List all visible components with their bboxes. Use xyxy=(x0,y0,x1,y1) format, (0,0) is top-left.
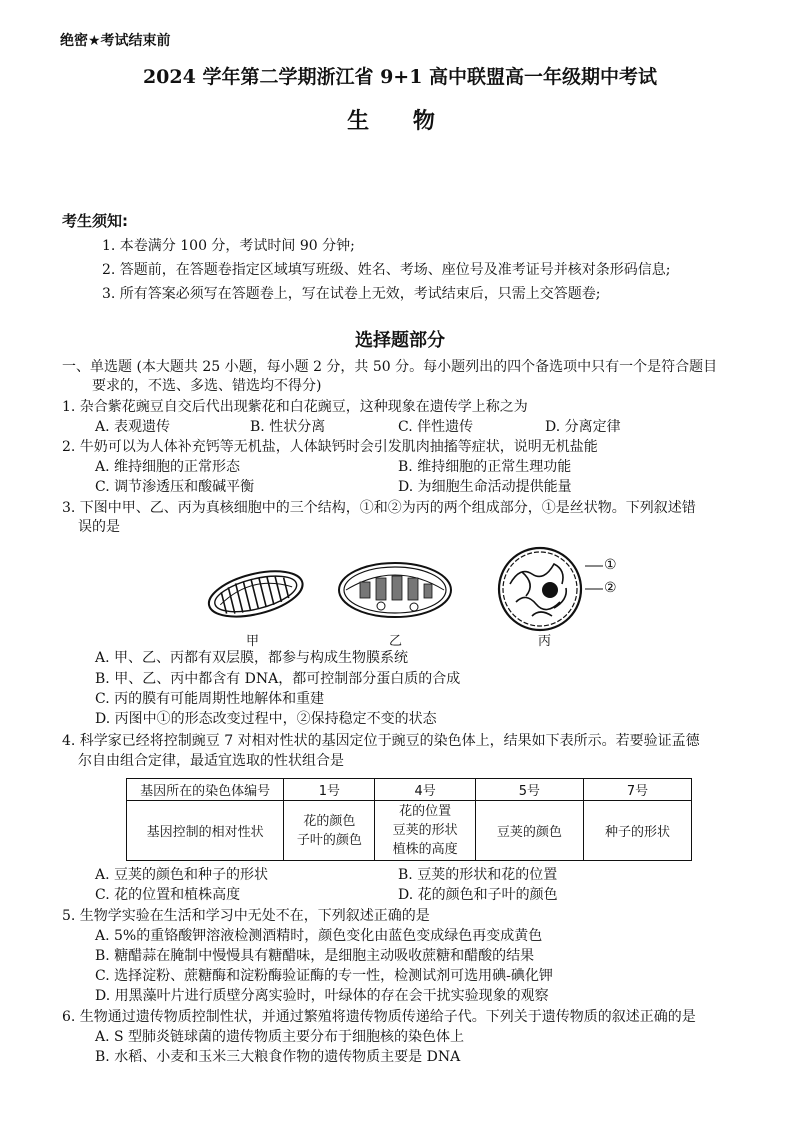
q3-option-c: C. 丙的膜有可能周期性地解体和重建 xyxy=(95,691,325,707)
question-1-stem: 1. 杂合紫花豌豆自交后代出现紫花和白花豌豆，这种现象在遗传学上称之为 xyxy=(62,399,528,415)
q5-option-a: A. 5%的重铬酸钾溶液检测酒精时，颜色变化由蓝色变成绿色再变成黄色 xyxy=(95,928,543,944)
exam-title: 2024 学年第二学期浙江省 9+1 高中联盟高一年级期中考试 xyxy=(142,66,658,88)
q6-option-b: B. 水稻、小麦和玉米三大粮食作物的遗传物质主要是 DNA xyxy=(95,1049,461,1065)
trait-text: 豆荚的形状 xyxy=(392,823,458,838)
part-one-heading: 一、单选题 (本大题共 25 小题，每小题 2 分，共 50 分。每小题列出的四个备选项中只有一个是符合题目 xyxy=(62,359,718,375)
q3-option-d: D. 丙图中①的形态改变过程中，②保持稳定不变的状态 xyxy=(95,711,437,727)
question-2-stem: 2. 牛奶可以为人体补充钙等无机盐，人体缺钙时会引发肌肉抽搐等症状，说明无机盐能 xyxy=(62,439,598,455)
table-cell-chr5: 豆荚的颜色 xyxy=(475,801,583,861)
table-header-cell: 4号 xyxy=(375,779,475,801)
q6-option-a: A. S 型肺炎链球菌的遗传物质主要分布于细胞核的染色体上 xyxy=(95,1029,465,1045)
q3-option-b: B. 甲、乙、丙中都含有 DNA，都可控制部分蛋白质的合成 xyxy=(95,671,461,687)
q4-option-a: A. 豆荚的颜色和种子的形状 xyxy=(95,867,269,883)
q1-option-b: B. 性状分离 xyxy=(250,419,326,435)
q1-option-c: C. 伴性遗传 xyxy=(398,419,474,435)
chloroplast-figure xyxy=(336,552,454,622)
table-cell-chr1 xyxy=(284,801,375,861)
marker-nucleolus: ② xyxy=(604,580,617,596)
table-cell-chr4 xyxy=(375,801,475,861)
q2-option-a: A. 维持细胞的正常形态 xyxy=(95,459,241,475)
table-header-cell: 7号 xyxy=(583,779,691,801)
gene-table xyxy=(126,778,692,861)
question-5-stem: 5. 生物学实验在生活和学习中无处不在，下列叙述正确的是 xyxy=(62,908,430,924)
q5-option-d: D. 用黑藻叶片进行质壁分离实验时，叶绿体的存在会干扰实验现象的观察 xyxy=(95,988,549,1004)
trait-text: 花的位置 xyxy=(399,804,452,819)
mitochondrion-figure xyxy=(200,556,310,626)
table-row-label: 基因控制的相对性状 xyxy=(127,801,284,861)
trait-text: 子叶的颜色 xyxy=(296,832,362,848)
table-header-cell: 5号 xyxy=(475,779,583,801)
notice-item: 3. 所有答案必须写在答题卷上，写在试卷上无效，考试结束后，只需上交答题卷; xyxy=(102,286,601,302)
figure-label-yi: 乙 xyxy=(389,634,403,649)
q5-option-c: C. 选择淀粉、蔗糖酶和淀粉酶验证酶的专一性，检测试剂可选用碘-碘化钾 xyxy=(95,968,553,984)
figure-label-bing: 丙 xyxy=(538,634,552,649)
section-title: 选择题部分 xyxy=(355,330,445,351)
question-3-stem-cont: 误的是 xyxy=(78,519,120,535)
q3-option-a: A. 甲、乙、丙都有双层膜，都参与构成生物膜系统 xyxy=(95,650,409,666)
table-cell-chr7: 种子的形状 xyxy=(583,801,691,861)
trait-text: 植株的高度 xyxy=(392,842,458,857)
trait-text: 花的颜色 xyxy=(303,813,356,829)
secret-label: 绝密★考试结束前 xyxy=(60,33,171,49)
q4-option-b: B. 豆荚的形状和花的位置 xyxy=(398,867,558,883)
notice-item: 2. 答题前，在答题卷指定区域填写班级、姓名、考场、座位号及准考证号并核对条形码信息; xyxy=(102,262,671,278)
subject-title: 生 物 xyxy=(347,108,453,134)
q1-option-d: D. 分离定律 xyxy=(545,419,621,435)
question-4-stem: 4. 科学家已经将控制豌豆 7 对相对性状的基因定位于豌豆的染色体上，结果如下表所示。若要验证孟德 xyxy=(62,733,700,749)
q2-option-c: C. 调节渗透压和酸碱平衡 xyxy=(95,479,255,495)
q2-option-b: B. 维持细胞的正常生理功能 xyxy=(398,459,572,475)
question-4-stem-cont: 尔自由组合定律，最适宜选取的性状组合是 xyxy=(78,753,344,769)
table-header-cell: 基因所在的染色体编号 xyxy=(127,779,284,801)
notice-heading: 考生须知: xyxy=(62,212,128,230)
marker-chromatin: ① xyxy=(604,557,617,573)
part-one-heading-cont: 要求的，不选、多选、错选均不得分) xyxy=(92,378,322,394)
q5-option-b: B. 糖醋蒜在腌制中慢慢具有糖醋味，是细胞主动吸收蔗糖和醋酸的结果 xyxy=(95,948,535,964)
table-header-cell: 1号 xyxy=(284,779,375,801)
notice-item: 1. 本卷满分 100 分，考试时间 90 分钟; xyxy=(102,238,355,254)
q2-option-d: D. 为细胞生命活动提供能量 xyxy=(398,479,572,495)
q4-option-d: D. 花的颜色和子叶的颜色 xyxy=(398,887,558,903)
figure-label-jia: 甲 xyxy=(246,634,260,649)
nucleus-figure xyxy=(496,544,586,634)
question-3-stem: 3. 下图中甲、乙、丙为真核细胞中的三个结构，①和②为丙的两个组成部分，①是丝状物。下列叙述错 xyxy=(62,500,696,516)
gene-table-header-row xyxy=(127,779,692,801)
q1-option-a: A. 表观遗传 xyxy=(95,419,171,435)
q4-option-c: C. 花的位置和植株高度 xyxy=(95,887,241,903)
gene-table-trait-row xyxy=(127,801,692,861)
question-6-stem: 6. 生物通过遗传物质控制性状，并通过繁殖将遗传物质传递给子代。下列关于遗传物质的叙述正确的是 xyxy=(62,1009,696,1025)
